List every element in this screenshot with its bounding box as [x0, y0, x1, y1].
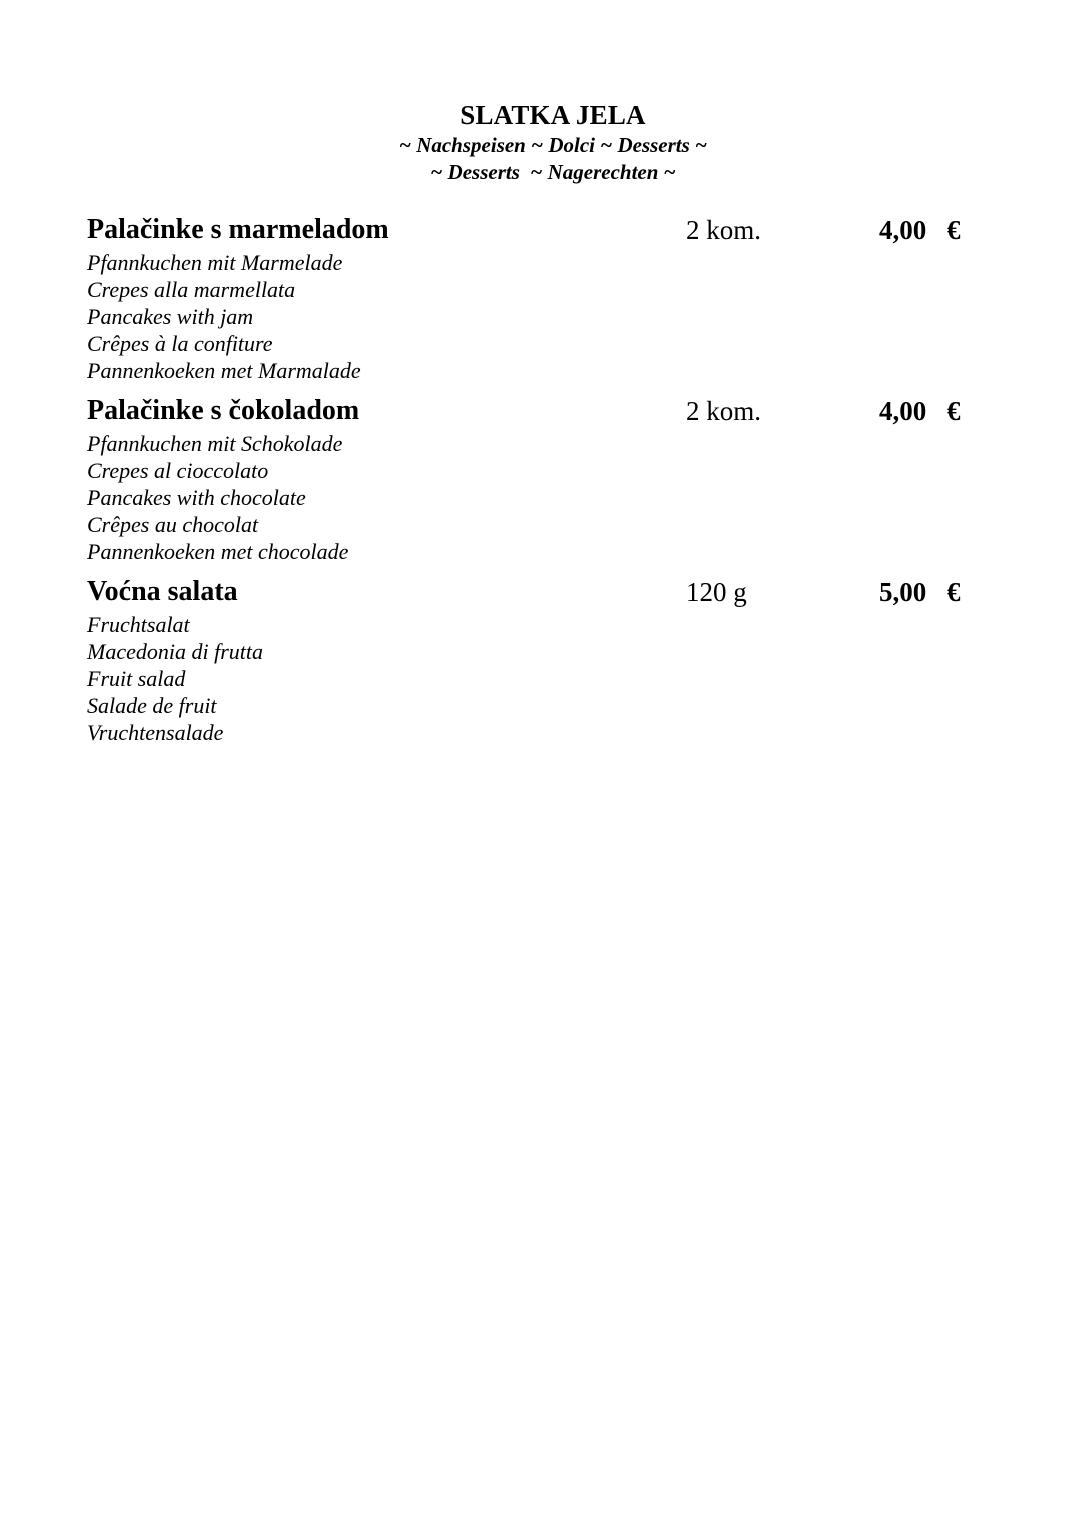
page-subtitle-line-1: ~ Nachspeisen ~ Dolci ~ Desserts ~ — [398, 133, 708, 157]
menu-item — [87, 573, 987, 746]
translation-nl: Pannenkoeken met Marmalade — [87, 358, 361, 383]
menu-item-price: 4,00 — [879, 215, 927, 245]
translation-it: Macedonia di frutta — [87, 639, 263, 664]
menu-item-price: 5,00 — [879, 577, 927, 607]
menu-item-translations — [87, 249, 987, 384]
menu-item — [87, 211, 987, 384]
page-title: SLATKA JELA — [460, 100, 646, 130]
translation-nl: Vruchtensalade — [87, 720, 224, 745]
menu-item-name: Voćna salata — [87, 576, 238, 607]
translation-en: Pancakes with jam — [87, 304, 254, 329]
translation-fr: Salade de fruit — [87, 693, 217, 718]
translation-fr: Crêpes au chocolat — [87, 512, 259, 537]
translation-it: Crepes alla marmellata — [87, 277, 296, 302]
menu-item-currency: € — [947, 577, 961, 607]
menu-item-price: 4,00 — [879, 396, 927, 426]
translation-fr: Crêpes à la confiture — [87, 331, 273, 356]
menu-item-translations — [87, 611, 987, 746]
page-subtitle-line-2: ~ Desserts ~ Nagerechten ~ — [430, 160, 676, 184]
menu-header — [0, 98, 1080, 186]
menu-item-quantity: 2 kom. — [686, 396, 762, 426]
menu-item-quantity: 2 kom. — [686, 215, 762, 245]
menu-item-currency: € — [947, 396, 961, 426]
translation-de: Pfannkuchen mit Schokolade — [87, 431, 343, 456]
translation-en: Fruit salad — [87, 666, 186, 691]
menu-item-translations — [87, 430, 987, 565]
translation-de: Pfannkuchen mit Marmelade — [87, 250, 343, 275]
translation-de: Fruchtsalat — [87, 612, 190, 637]
menu-item — [87, 392, 987, 565]
translation-en: Pancakes with chocolate — [87, 485, 306, 510]
menu-items-list — [87, 211, 987, 754]
menu-item-currency: € — [947, 215, 961, 245]
menu-item-name: Palačinke s čokoladom — [87, 395, 360, 426]
menu-item-header-row — [87, 211, 987, 249]
menu-item-header-row — [87, 392, 987, 430]
menu-item-quantity: 120 g — [686, 577, 747, 607]
translation-it: Crepes al cioccolato — [87, 458, 269, 483]
menu-item-header-row — [87, 573, 987, 611]
translation-nl: Pannenkoeken met chocolade — [87, 539, 349, 564]
menu-item-name: Palačinke s marmeladom — [87, 214, 389, 245]
